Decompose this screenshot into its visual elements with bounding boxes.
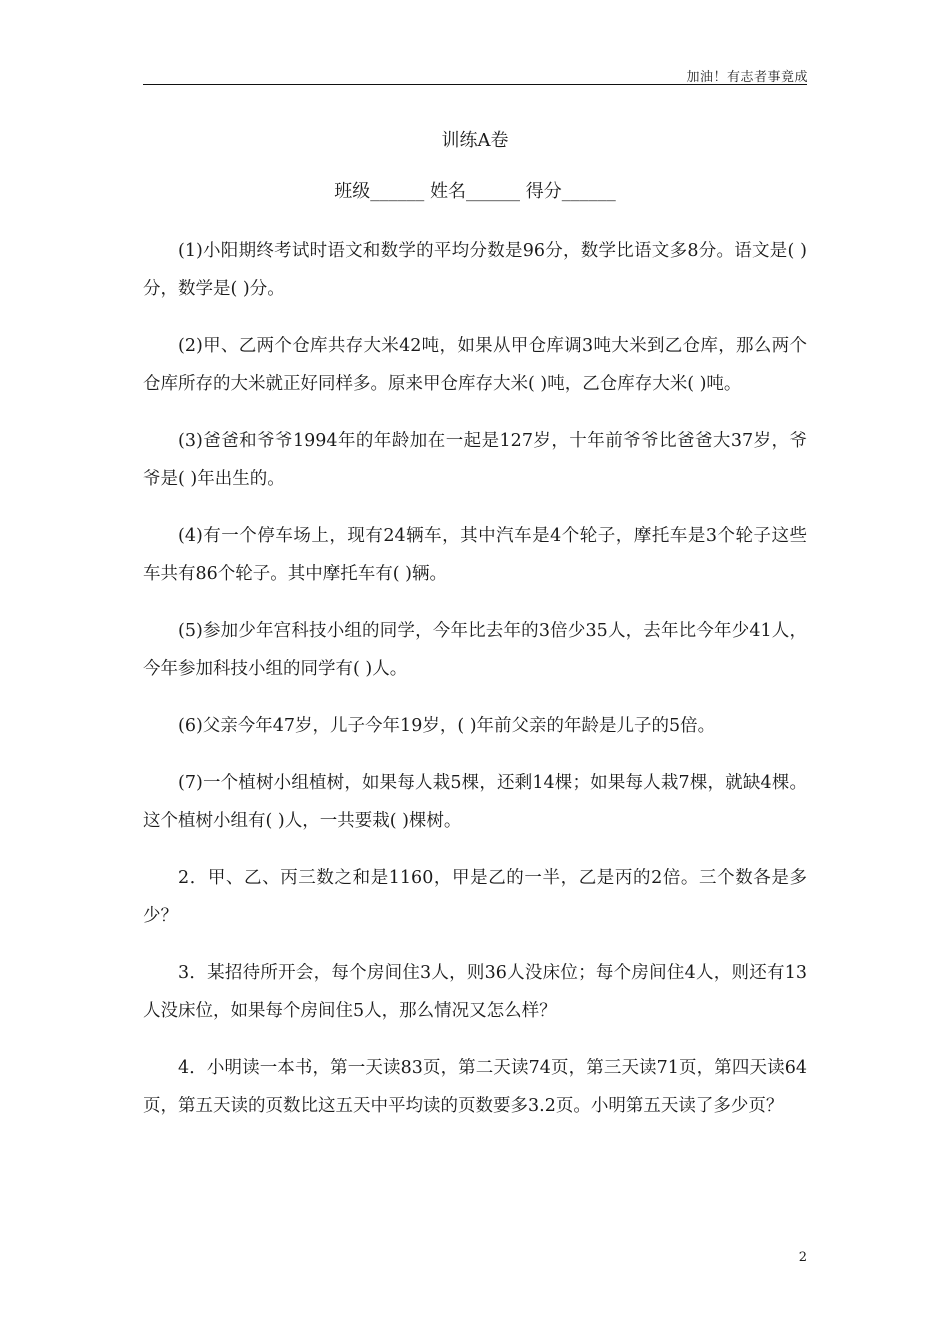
student-info-line: 班级______ 姓名______ 得分______ <box>334 181 616 202</box>
question-1-5: (5)参加少年宫科技小组的同学，今年比去年的3倍少35人，去年比今年少41人，今年参加科技小组的同学有( )人。 <box>143 621 807 679</box>
header-divider <box>143 84 807 85</box>
question-1-3: (3)爸爸和爷爷1994年的年龄加在一起是127岁，十年前爷爷比爸爸大37岁，爷爷是( )年出生的。 <box>143 431 807 489</box>
question-2: 2．甲、乙、丙三数之和是1160，甲是乙的一半，乙是丙的2倍。三个数各是多少？ <box>143 868 807 926</box>
question-3: 3．某招待所开会，每个房间住3人，则36人没床位；每个房间住4人，则还有13人没床位，如果每个房间住5人，那么情况又怎么样？ <box>143 963 807 1021</box>
question-1-7: (7)一个植树小组植树，如果每人栽5棵，还剩14棵；如果每人栽7棵，就缺4棵。这个植树小组有( )人，一共要栽( )棵树。 <box>143 773 807 831</box>
page-number: 2 <box>798 1250 807 1265</box>
question-4: 4．小明读一本书，第一天读83页，第二天读74页，第三天读71页，第四天读64页，第五天读的页数比这五天中平均读的页数要多3.2页。小明第五天读了多少页？ <box>143 1058 807 1116</box>
question-1-6: (6)父亲今年47岁，儿子今年19岁，( )年前父亲的年龄是儿子的5倍。 <box>178 716 716 736</box>
question-1-4: (4)有一个停车场上，现有24辆车，其中汽车是4个轮子，摩托车是3个轮子这些车共有86个轮子。其中摩托车有( )辆。 <box>143 526 807 584</box>
question-1-1: (1)小阳期终考试时语文和数学的平均分数是96分，数学比语文多8分。语文是( )分，数学是( )分。 <box>143 241 807 299</box>
question-1-2: (2)甲、乙两个仓库共存大米42吨，如果从甲仓库调3吨大米到乙仓库，那么两个仓库所存的大米就正好同样多。原来甲仓库存大米( )吨，乙仓库存大米( )吨。 <box>143 336 807 394</box>
header-motto: 加油！有志者事竟成 <box>686 70 808 85</box>
page-title: 训练A卷 <box>441 130 509 151</box>
question-list <box>143 232 807 1144</box>
